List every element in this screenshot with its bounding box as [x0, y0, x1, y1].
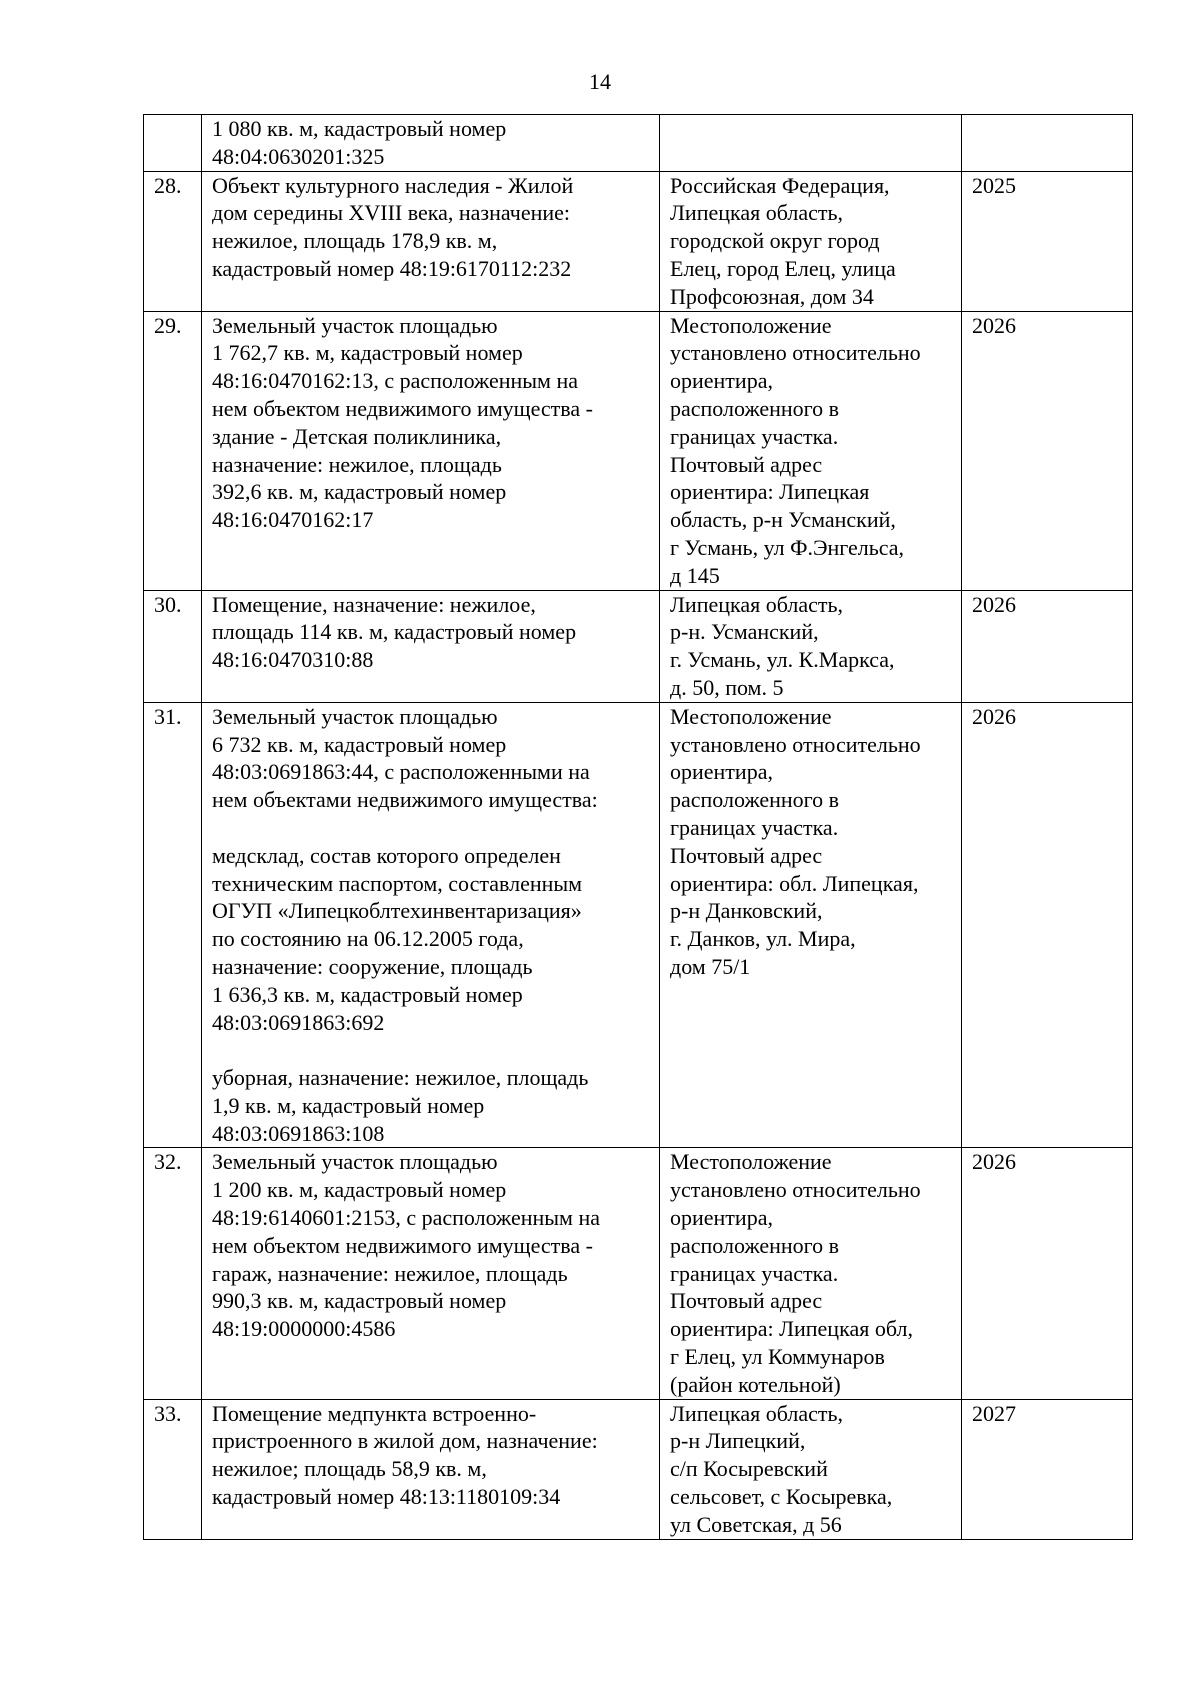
object-address-line: (район котельной) [670, 1371, 841, 1397]
table-row [144, 1399, 1133, 1539]
object-address-line: ориентира: Липецкая обл, [670, 1316, 913, 1342]
object-description-line: нежилое, площадь 178,9 кв. м, [212, 228, 498, 254]
object-description-line: 48:19:0000000:4586 [212, 1316, 396, 1342]
object-description-line: Земельный участок площадью [212, 703, 498, 729]
property-table [143, 114, 1133, 1540]
object-address-line: р-н Данковский, [670, 898, 823, 924]
object-description-line: 1 080 кв. м, кадастровый номер [212, 116, 507, 141]
object-address-line: расположенного в [670, 787, 840, 813]
object-address-line: Местоположение [670, 1149, 832, 1175]
object-address-line: ориентира, [670, 1205, 773, 1231]
object-address-line: Липецкая область, [670, 200, 844, 226]
object-address-line: с/п Косыревский [670, 1456, 828, 1482]
object-address-line: дом 75/1 [670, 953, 751, 979]
object-address-line: границах участка. [670, 814, 839, 840]
object-description-line: гараж, назначение: нежилое, площадь [212, 1260, 568, 1286]
object-address [660, 1399, 962, 1539]
object-address-line: расположенного в [670, 1232, 840, 1258]
object-description-line: 48:19:6140601:2153, с расположенным на [212, 1205, 601, 1231]
object-address-line: Местоположение [670, 703, 832, 729]
object-description-line: Объект культурного наследия - Жилой [212, 172, 574, 198]
object-address [660, 702, 962, 1148]
object-address-line: Липецкая область, [670, 1400, 844, 1426]
object-address-line: д. 50, пом. 5 [670, 674, 784, 700]
object-description-line: медсклад, состав которого определен [212, 842, 561, 868]
row-number: 29. [144, 311, 202, 590]
object-description-line: по состоянию на 06.12.2005 года, [212, 926, 524, 952]
object-address-line: расположенного в [670, 395, 840, 421]
privatization-year: 2026 [962, 311, 1133, 590]
object-description-line: 1,9 кв. м, кадастровый номер [212, 1092, 485, 1118]
object-description-line: Земельный участок площадью [212, 312, 498, 338]
object-description-line: 48:03:0691863:44, с расположенными на [212, 759, 590, 785]
table-row [144, 311, 1133, 590]
object-description-line: 990,3 кв. м, кадастровый номер [212, 1288, 507, 1314]
object-description-line: 392,6 кв. м, кадастровый номер [212, 479, 507, 505]
object-address-line: Почтовый адрес [670, 1288, 823, 1314]
table-row [144, 171, 1133, 311]
table-row [144, 115, 1133, 172]
object-address-line: Липецкая область, [670, 591, 844, 617]
object-address-line: д 145 [670, 562, 720, 588]
privatization-year: 2026 [962, 1148, 1133, 1399]
table-row [144, 1148, 1133, 1399]
object-address-line: Почтовый адрес [670, 451, 823, 477]
row-number: 33. [144, 1399, 202, 1539]
privatization-year [962, 115, 1133, 172]
object-address-line: установлено относительно [670, 340, 921, 366]
object-address-line: Российская Федерация, [670, 172, 890, 198]
privatization-year: 2027 [962, 1399, 1133, 1539]
object-description-line: пристроенного в жилой дом, назначение: [212, 1428, 598, 1454]
object-address [660, 311, 962, 590]
object-address-line: Местоположение [670, 312, 832, 338]
object-address [660, 590, 962, 702]
object-address-line: Елец, город Елец, улица [670, 255, 896, 281]
object-description-line: Помещение медпункта встроенно- [212, 1400, 537, 1426]
object-description-line: Земельный участок площадью [212, 1149, 498, 1175]
object-description-line: кадастровый номер 48:13:1180109:34 [212, 1484, 561, 1510]
paragraph-gap [212, 814, 649, 842]
object-description-line: назначение: сооружение, площадь [212, 953, 533, 979]
object-description [202, 1148, 660, 1399]
object-address [660, 1148, 962, 1399]
object-description-line: 48:03:0691863:692 [212, 1009, 385, 1035]
object-description-line: 48:16:0470162:17 [212, 507, 374, 533]
object-address-line: г Елец, ул Коммунаров [670, 1344, 885, 1370]
table-row [144, 590, 1133, 702]
object-description [202, 311, 660, 590]
object-description [202, 590, 660, 702]
paragraph-gap [212, 1036, 649, 1064]
object-description [202, 1399, 660, 1539]
privatization-year: 2026 [962, 590, 1133, 702]
object-description-line: нем объектами недвижимого имущества: [212, 787, 598, 813]
object-address-line: Почтовый адрес [670, 842, 823, 868]
object-address-line: границах участка. [670, 423, 839, 449]
object-description-line: нем объектом недвижимого имущества - [212, 1232, 593, 1258]
object-address-line: ориентира: Липецкая [670, 479, 870, 505]
row-number: 30. [144, 590, 202, 702]
privatization-year: 2025 [962, 171, 1133, 311]
object-address-line: ориентира: обл. Липецкая, [670, 870, 919, 896]
object-address [660, 171, 962, 311]
object-address-line: Профсоюзная, дом 34 [670, 283, 874, 309]
object-address-line: р-н Липецкий, [670, 1428, 806, 1454]
object-address-line: область, р-н Усманский, [670, 507, 896, 533]
object-description-line: кадастровый номер 48:19:6170112:232 [212, 255, 572, 281]
object-address-line: установлено относительно [670, 731, 921, 757]
object-address-line: ул Советская, д 56 [670, 1511, 842, 1537]
object-description [202, 115, 660, 172]
object-description-line: здание - Детская поликлиника, [212, 423, 502, 449]
object-description [202, 171, 660, 311]
object-address-line: городской округ город [670, 228, 880, 254]
object-description-line: 1 636,3 кв. м, кадастровый номер [212, 981, 523, 1007]
object-description-line: 1 200 кв. м, кадастровый номер [212, 1177, 507, 1203]
object-description-line: 48:16:0470310:88 [212, 647, 374, 673]
object-address-line: ориентира, [670, 759, 773, 785]
privatization-year: 2026 [962, 702, 1133, 1148]
row-number: 31. [144, 702, 202, 1148]
object-description-line: ОГУП «Липецкоблтехинвентаризация» [212, 898, 582, 924]
object-address-line: границах участка. [670, 1260, 839, 1286]
object-address [660, 115, 962, 172]
object-address-line: г Усмань, ул Ф.Энгельса, [670, 534, 905, 560]
row-number: 32. [144, 1148, 202, 1399]
object-description-line: 48:16:0470162:13, с расположенным на [212, 368, 579, 394]
object-description [202, 702, 660, 1148]
object-description-line: техническим паспортом, составленным [212, 870, 583, 896]
object-address-line: р-н. Усманский, [670, 619, 819, 645]
object-address-line: ориентира, [670, 368, 773, 394]
object-description-line: 48:03:0691863:108 [212, 1120, 385, 1146]
table-row [144, 702, 1133, 1148]
object-address-line: установлено относительно [670, 1177, 921, 1203]
object-description-line: уборная, назначение: нежилое, площадь [212, 1065, 589, 1091]
object-address-line: г. Данков, ул. Мира, [670, 926, 856, 952]
page-number: 14 [589, 69, 611, 94]
object-address-line: сельсовет, с Косыревка, [670, 1484, 893, 1510]
object-description-line: нем объектом недвижимого имущества - [212, 395, 593, 421]
object-description-line: 1 762,7 кв. м, кадастровый номер [212, 340, 523, 366]
object-description-line: площадь 114 кв. м, кадастровый номер [212, 619, 577, 645]
object-description-line: нежилое; площадь 58,9 кв. м, [212, 1456, 487, 1482]
object-description-line: Помещение, назначение: нежилое, [212, 591, 536, 617]
row-number [144, 115, 202, 172]
object-description-line: 6 732 кв. м, кадастровый номер [212, 731, 507, 757]
row-number: 28. [144, 171, 202, 311]
object-description-line: 48:04:0630201:325 [212, 143, 385, 169]
object-description-line: назначение: нежилое, площадь [212, 451, 502, 477]
object-description-line: дом середины XVIII века, назначение: [212, 200, 571, 226]
object-address-line: г. Усмань, ул. К.Маркса, [670, 647, 895, 673]
